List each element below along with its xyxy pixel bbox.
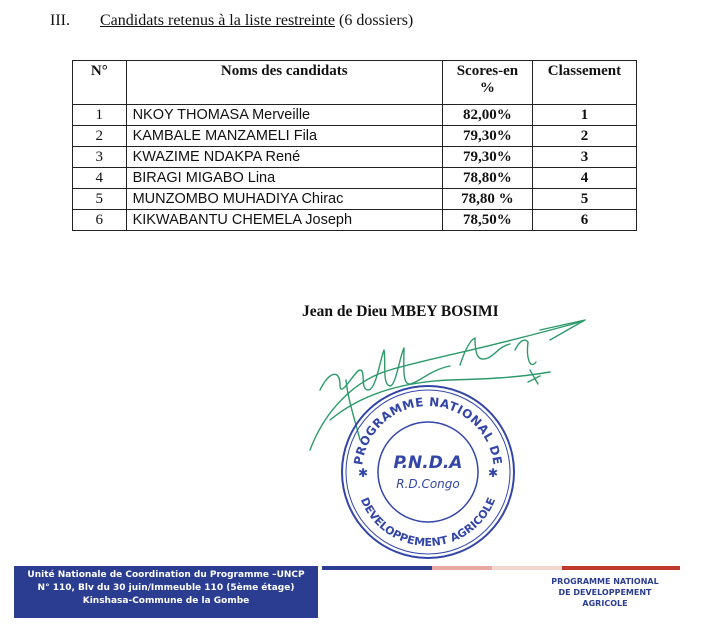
row-num: 2 bbox=[73, 126, 127, 147]
footer-color-bar bbox=[322, 566, 680, 570]
stamp-bottom-arc: DEVELOPPEMENT AGRICOLE bbox=[357, 495, 499, 550]
stamp-center-sub: R.D.Congo bbox=[396, 477, 460, 491]
table-row bbox=[73, 105, 637, 126]
candidates-table bbox=[72, 60, 637, 231]
header-score: Scores-en % bbox=[442, 61, 532, 105]
footer-bar-segment bbox=[562, 566, 680, 570]
footer-address-box bbox=[14, 566, 318, 618]
row-score: 78,80 % bbox=[442, 189, 532, 210]
footer-org-name bbox=[540, 576, 670, 609]
section-count: (6 dossiers) bbox=[339, 12, 414, 29]
footer-address-line: Unité Nationale de Coordination du Programme –UNCP bbox=[27, 570, 305, 580]
row-name: MUNZOMBO MUHADIYA Chirac bbox=[126, 189, 442, 210]
footer-bar-segment bbox=[432, 566, 492, 570]
table-row bbox=[73, 126, 637, 147]
section-title-text: Candidats retenus à la liste restreinte bbox=[100, 12, 336, 29]
footer-org-line: DE DEVELOPPEMENT bbox=[558, 588, 652, 597]
row-num: 6 bbox=[73, 210, 127, 231]
row-name: BIRAGI MIGABO Lina bbox=[126, 168, 442, 189]
row-rank: 4 bbox=[532, 168, 636, 189]
official-stamp bbox=[338, 382, 518, 562]
row-score: 78,50% bbox=[442, 210, 532, 231]
row-rank: 1 bbox=[532, 105, 636, 126]
table-row bbox=[73, 147, 637, 168]
stamp-top-arc: PROGRAMME NATIONAL DE bbox=[351, 394, 505, 467]
star-icon: ✱ bbox=[488, 466, 499, 480]
row-name: KWAZIME NDAKPA René bbox=[126, 147, 442, 168]
signatory-name: Jean de Dieu MBEY BOSIMI bbox=[302, 303, 499, 320]
row-score: 82,00% bbox=[442, 105, 532, 126]
footer-address-line: N° 110, Blv du 30 juin/Immeuble 110 (5ème étage) bbox=[37, 583, 295, 593]
row-num: 4 bbox=[73, 168, 127, 189]
row-rank: 6 bbox=[532, 210, 636, 231]
footer-org-line: PROGRAMME NATIONAL bbox=[551, 577, 659, 586]
section-title bbox=[100, 12, 413, 30]
row-score: 79,30% bbox=[442, 147, 532, 168]
row-name: KAMBALE MANZAMELI Fila bbox=[126, 126, 442, 147]
row-rank: 5 bbox=[532, 189, 636, 210]
section-number: III. bbox=[50, 12, 70, 29]
table-row bbox=[73, 210, 637, 231]
table-row bbox=[73, 168, 637, 189]
row-name: NKOY THOMASA Merveille bbox=[126, 105, 442, 126]
stamp-center-title: P.N.D.A bbox=[393, 453, 463, 473]
table-header-row bbox=[73, 61, 637, 105]
row-score: 78,80% bbox=[442, 168, 532, 189]
row-score: 79,30% bbox=[442, 126, 532, 147]
star-icon: ✱ bbox=[358, 466, 369, 480]
row-name: KIKWABANTU CHEMELA Joseph bbox=[126, 210, 442, 231]
row-rank: 3 bbox=[532, 147, 636, 168]
header-rank: Classement bbox=[532, 61, 636, 105]
row-num: 1 bbox=[73, 105, 127, 126]
row-rank: 2 bbox=[532, 126, 636, 147]
row-num: 5 bbox=[73, 189, 127, 210]
footer-bar-segment bbox=[492, 566, 562, 570]
row-num: 3 bbox=[73, 147, 127, 168]
table-row bbox=[73, 189, 637, 210]
footer-org-line: AGRICOLE bbox=[582, 599, 628, 608]
footer-bar-segment bbox=[322, 566, 432, 570]
footer-address-line: Kinshasa-Commune de la Gombe bbox=[82, 596, 250, 606]
header-name: Noms des candidats bbox=[126, 61, 442, 105]
header-num: N° bbox=[73, 61, 127, 105]
